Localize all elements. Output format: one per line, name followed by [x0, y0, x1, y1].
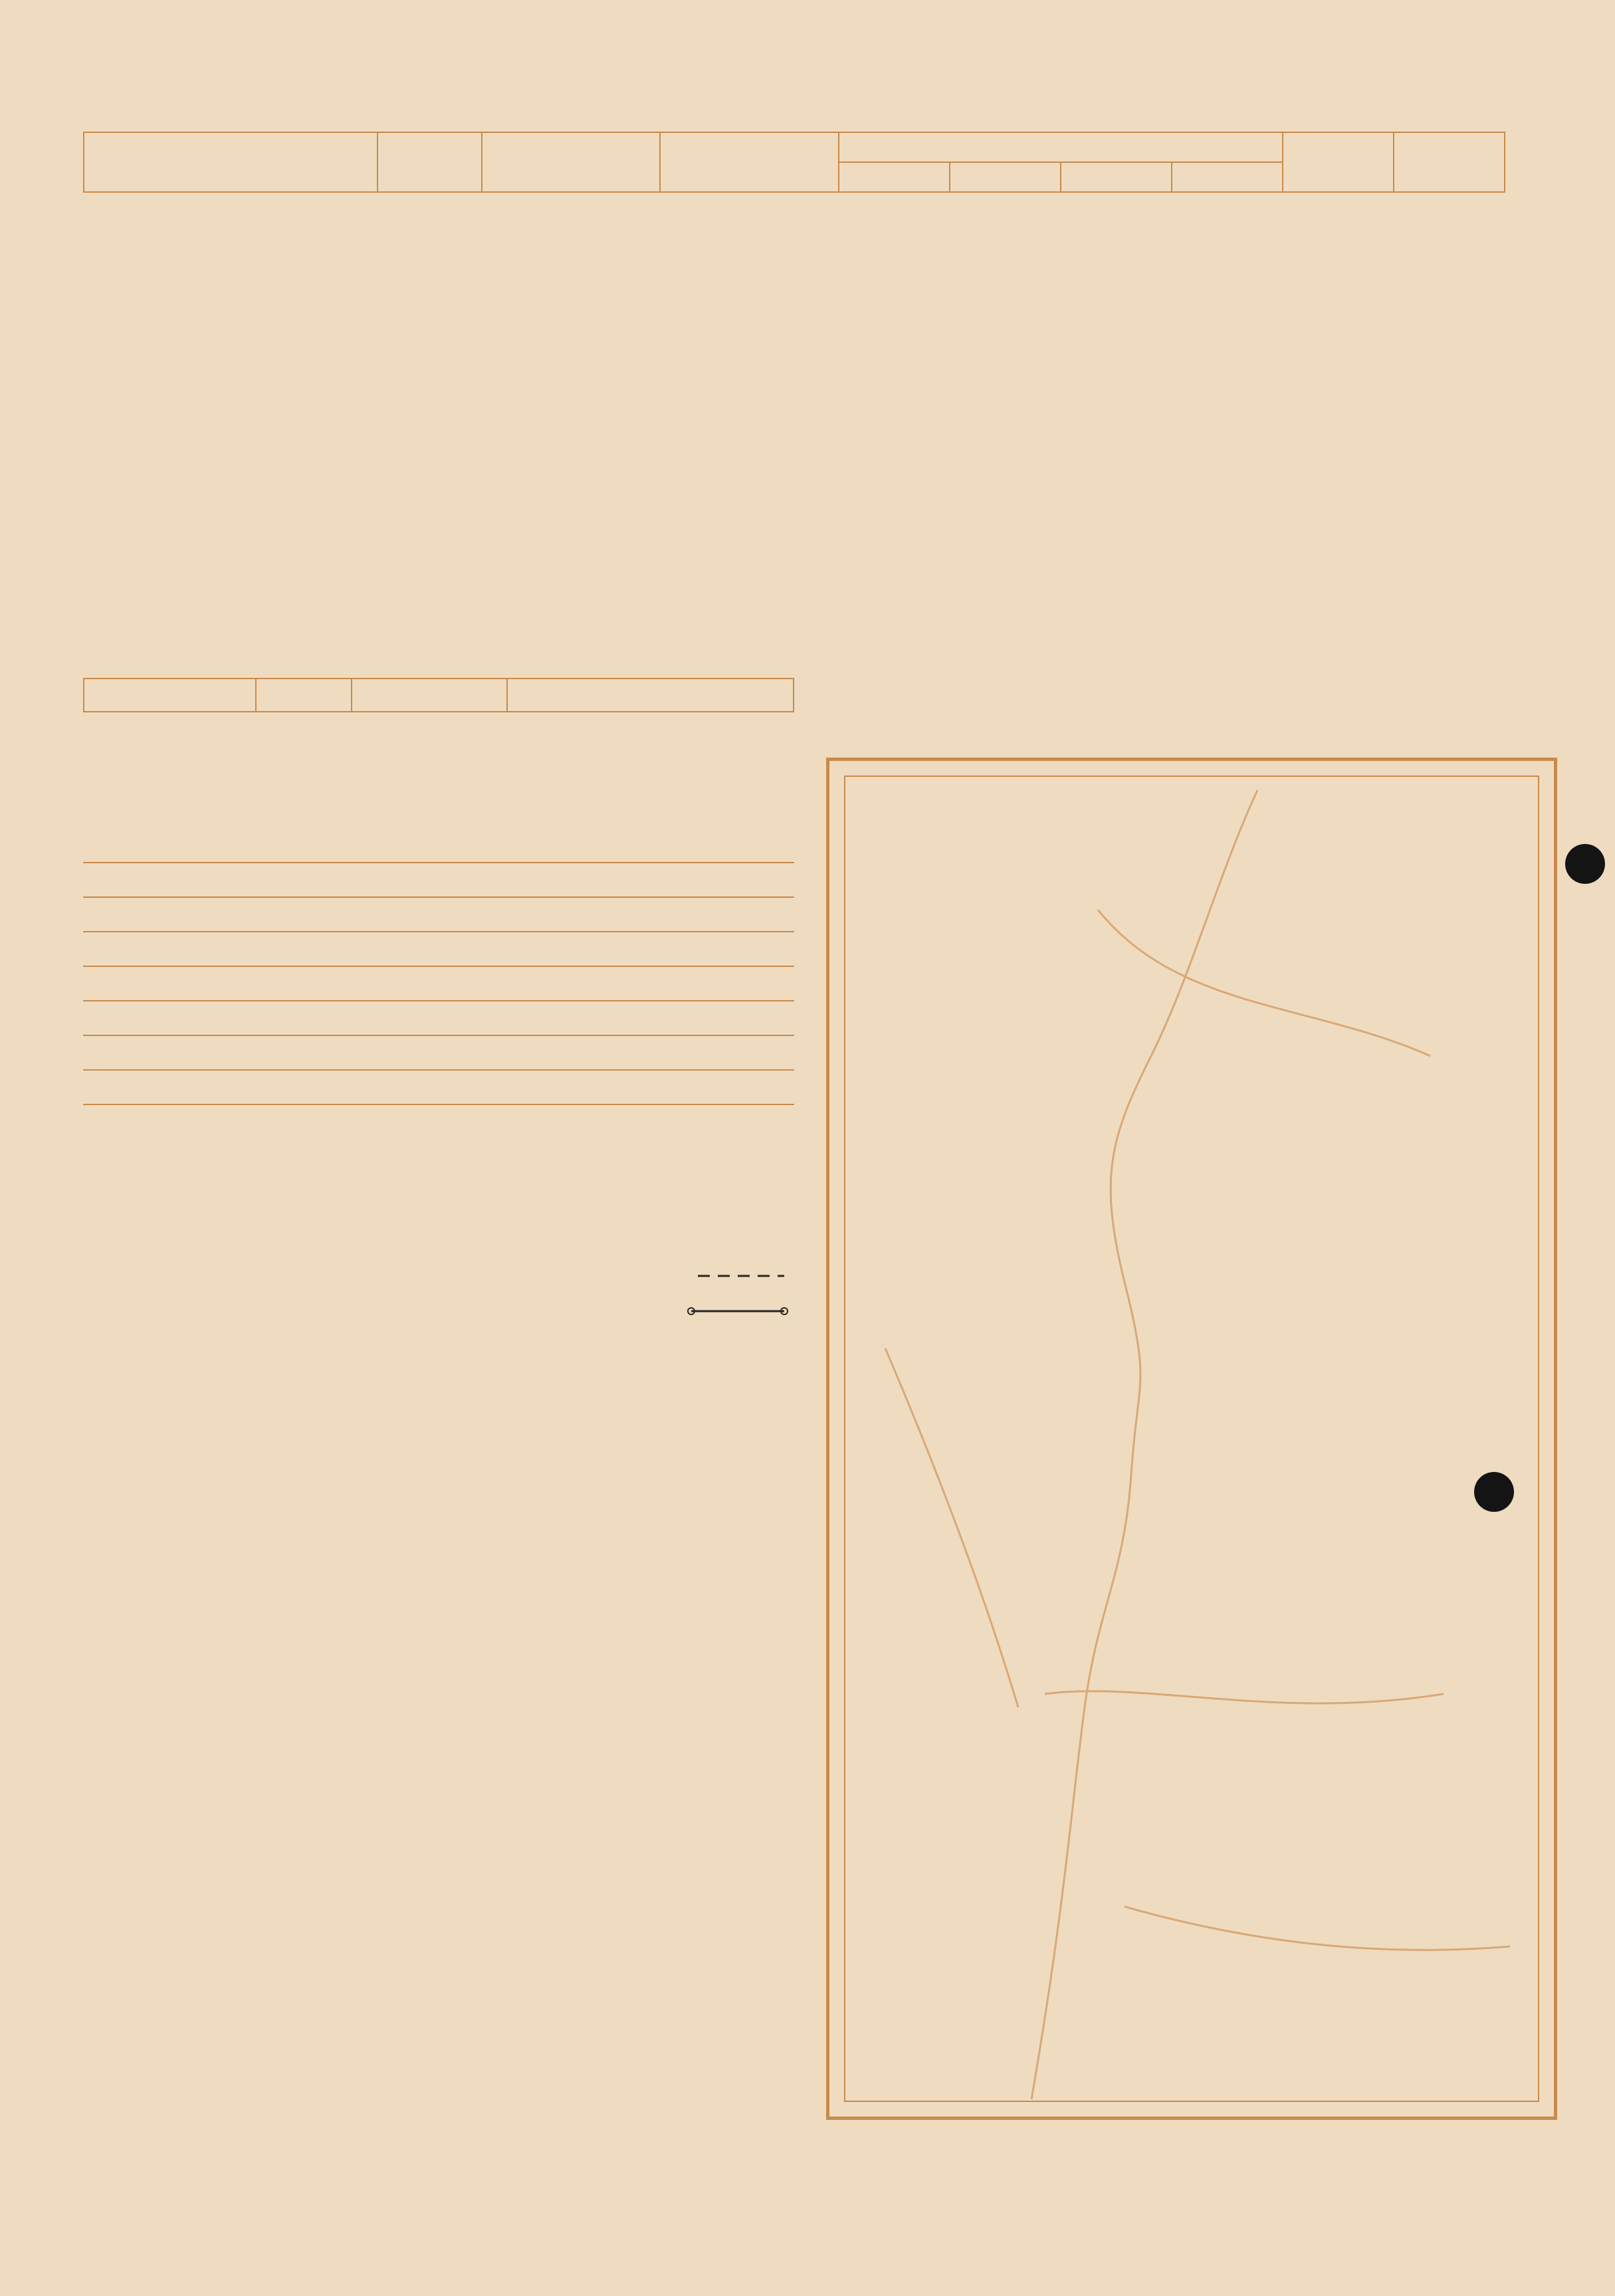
- col-niederschlag: [1283, 132, 1394, 192]
- soil-title-row: [83, 827, 794, 863]
- weather-table: [83, 132, 1505, 193]
- taupunkt-label-bg: [150, 1724, 289, 1778]
- soil-row-7: [83, 1069, 794, 1105]
- col-tief-boden: [1172, 162, 1283, 192]
- map-rivers: [845, 777, 1541, 2103]
- atmosphere-chart: [20, 1170, 824, 2180]
- soil-row-4: [83, 966, 794, 1001]
- col-temperatur: [839, 132, 1283, 162]
- col-p-meeres: [507, 678, 794, 712]
- col-hoechste: [950, 162, 1061, 192]
- col-p-hoehe: [256, 678, 352, 712]
- pressure-table: [83, 678, 794, 712]
- col-wetter: [482, 132, 661, 192]
- col-p-mm: [352, 678, 507, 712]
- map-inner: [844, 776, 1539, 2102]
- map-frame: [826, 758, 1557, 2120]
- col-tief-2m: [1061, 162, 1172, 192]
- punch-hole-1: [1565, 844, 1605, 884]
- col-luftdruck: [84, 678, 256, 712]
- col-station: [84, 132, 377, 192]
- soil-row-5: [83, 1000, 794, 1036]
- soil-row-1: [83, 862, 794, 898]
- soil-row-6: [83, 1035, 794, 1071]
- col-schnee: [1394, 132, 1505, 192]
- col-hoehe: [377, 132, 482, 192]
- soil-row-2: [83, 896, 794, 932]
- col-7uhr: [839, 162, 950, 192]
- soil-row-3: [83, 931, 794, 967]
- col-wind: [660, 132, 839, 192]
